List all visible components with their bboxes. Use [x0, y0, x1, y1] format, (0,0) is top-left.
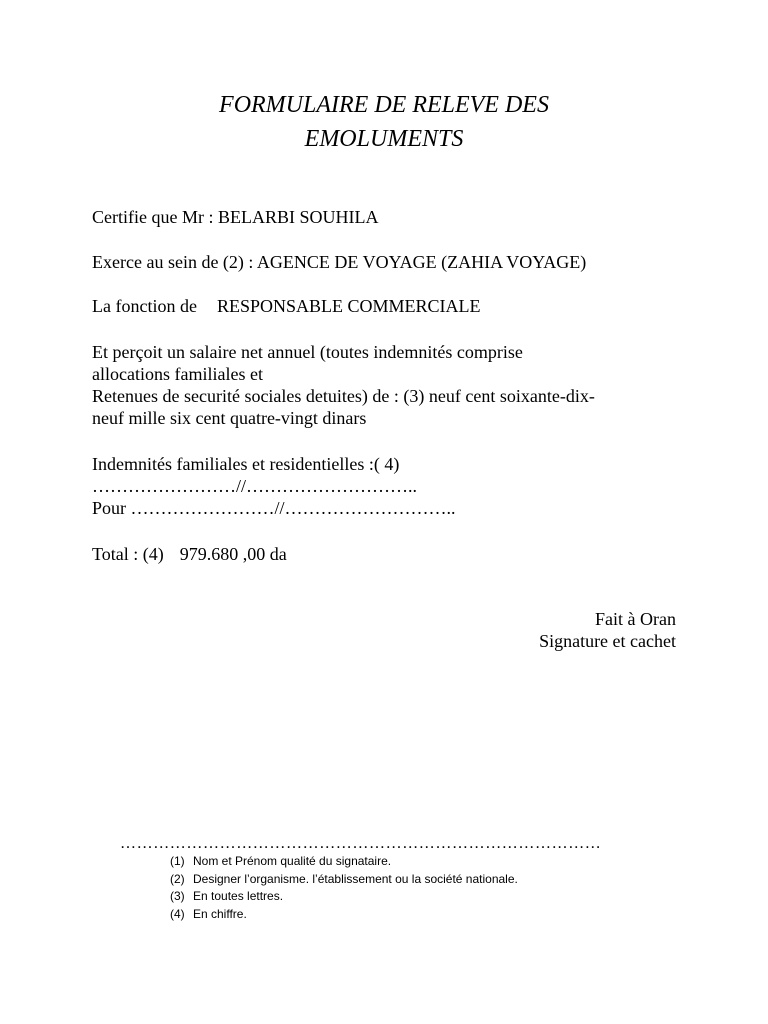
total-line	[92, 543, 676, 565]
fonction-label: La fonction de	[92, 296, 197, 316]
exerce-line: Exerce au sein de (2) : AGENCE DE VOYAGE (ZAHIA VOYAGE)	[92, 252, 587, 272]
indemnites-line-2: ……………………//………………………..	[92, 476, 418, 496]
footnote-item	[170, 906, 518, 924]
fonction-line	[92, 295, 676, 317]
salaire-line-2: allocations familiales et	[92, 364, 263, 384]
salaire-line-3: Retenues de securité sociales detuites) de : (3) neuf cent soixante-dix-	[92, 386, 595, 406]
footnote-text: En chiffre.	[193, 906, 247, 921]
footnote-number: (1)	[170, 854, 185, 868]
certifie-line: Certifie que Mr : BELARBI SOUHILA	[92, 207, 379, 227]
fonction-value: RESPONSABLE COMMERCIALE	[216, 296, 481, 316]
salaire-line-4: neuf mille six cent quatre-vingt dinars	[92, 408, 367, 428]
salaire-line-1: Et perçoit un salaire net annuel (toutes indemnités comprise	[92, 342, 523, 362]
footnote-text: Nom et Prénom qualité du signataire.	[193, 854, 392, 868]
footnote-number: (3)	[170, 889, 185, 903]
salaire-paragraph	[92, 341, 676, 429]
signature-place: Fait à Oran	[595, 609, 676, 629]
title-line-1: FORMULAIRE DE RELEVE DES	[219, 92, 549, 118]
footnote-text: Designer l’organisme. l’établissement ou la société nationale.	[193, 871, 518, 886]
indemnites-line-1: Indemnités familiales et residentielles :( 4)	[92, 454, 400, 474]
indemnites-line-3: Pour ……………………//………………………..	[92, 498, 456, 518]
total-label: Total : (4)	[92, 544, 164, 564]
footnote-item	[170, 888, 518, 906]
footnote-separator: ……………………………………………………………………………	[120, 835, 602, 852]
signature-block	[92, 608, 676, 652]
footnote-item	[170, 853, 518, 871]
footnotes-list	[170, 853, 518, 923]
footnote-number: (4)	[170, 906, 185, 921]
signature-label: Signature et cachet	[539, 631, 676, 651]
document-title	[92, 88, 676, 156]
indemnites-paragraph	[92, 453, 676, 519]
footnote-item	[170, 871, 518, 889]
footnote-number: (2)	[170, 871, 185, 886]
title-line-2: EMOLUMENTS	[304, 126, 464, 152]
total-value: 979.680 ,00 da	[179, 544, 287, 564]
footnote-text: En toutes lettres.	[193, 889, 284, 903]
